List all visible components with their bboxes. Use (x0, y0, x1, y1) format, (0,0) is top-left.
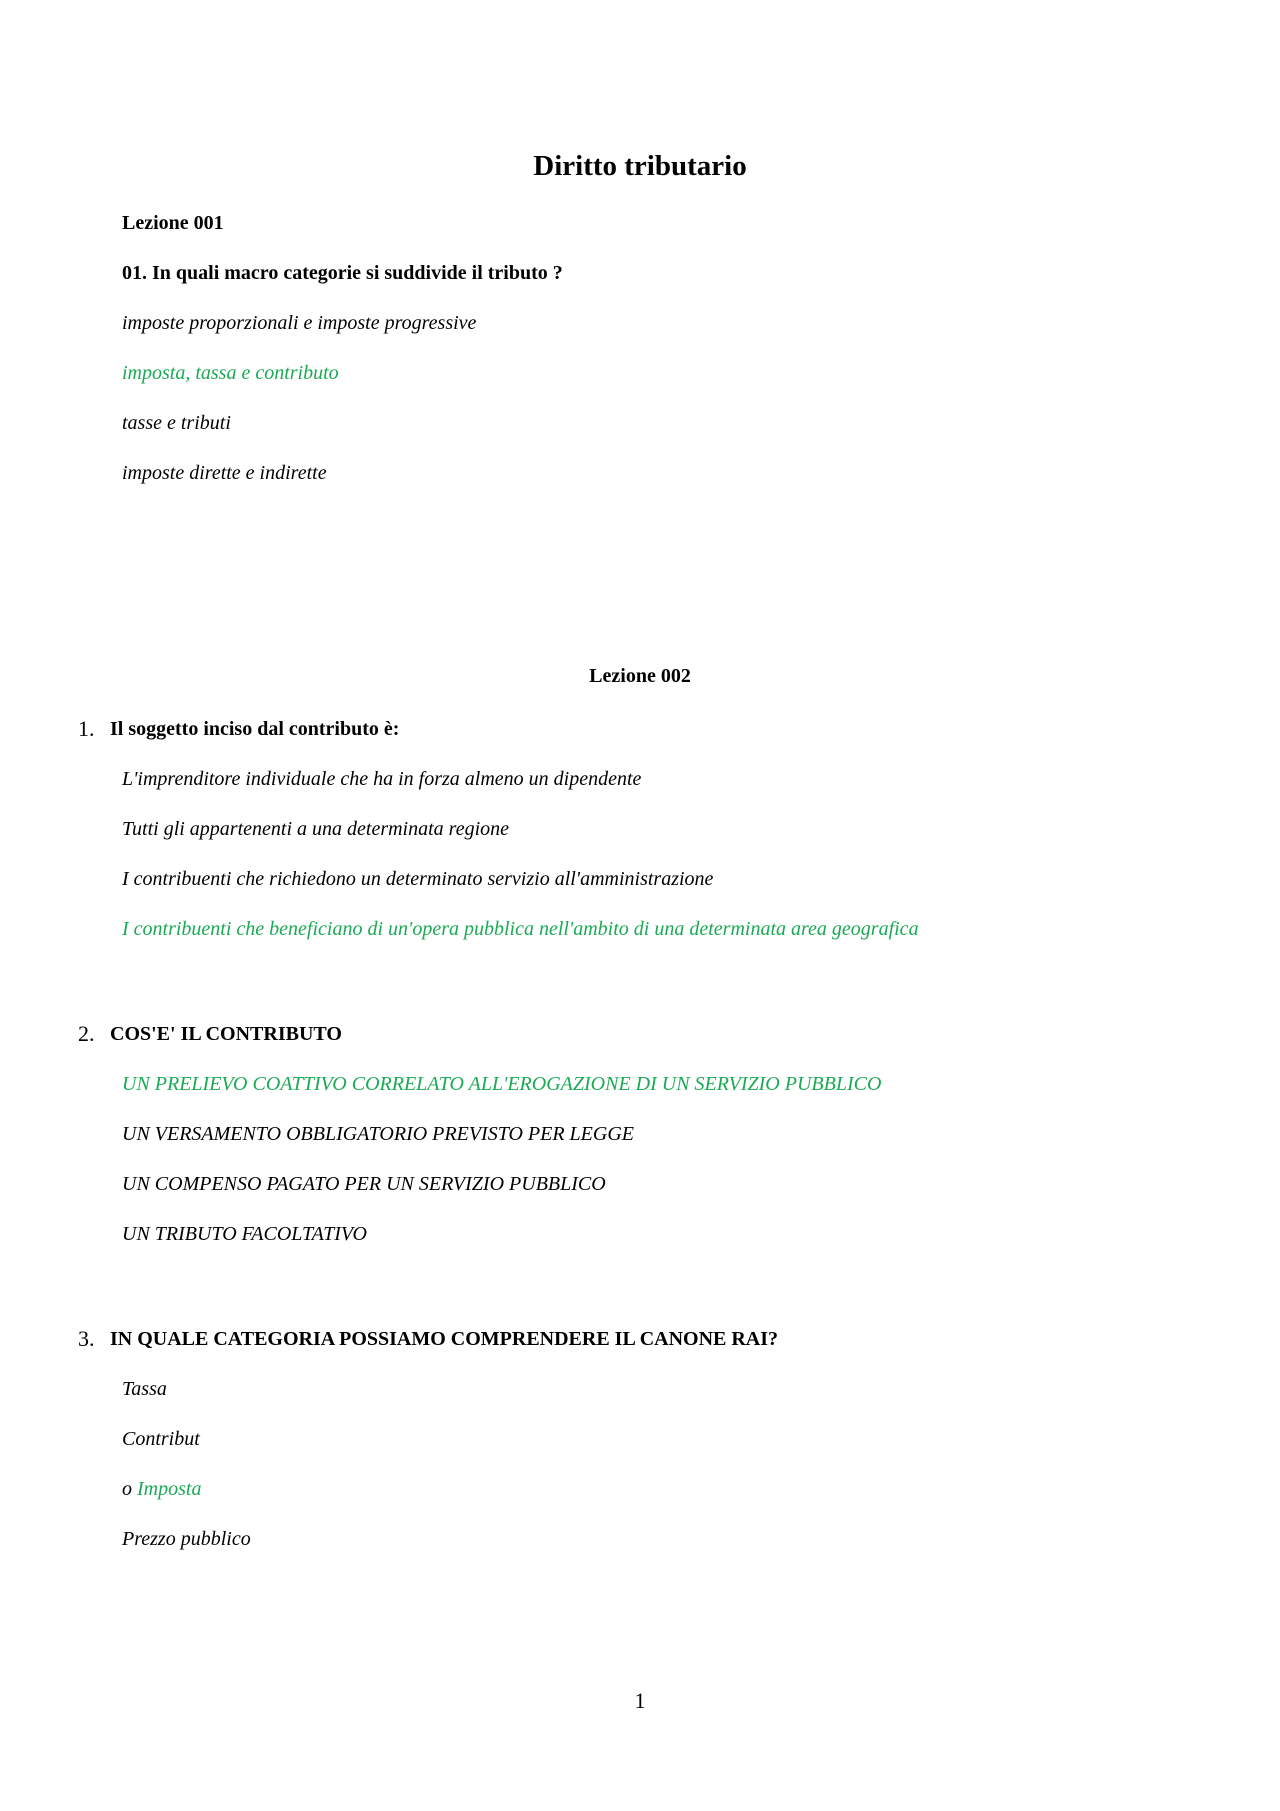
answer-option: I contribuenti che richiedono un determinato servizio all'amministrazione (122, 868, 714, 890)
answer-option-fragment: o (122, 1478, 132, 1500)
answer-option-correct: Imposta (137, 1478, 202, 1500)
answer-option: UN VERSAMENTO OBBLIGATORIO PREVISTO PER LEGGE (122, 1123, 635, 1145)
answer-option: Tassa (122, 1378, 167, 1400)
question-number: 2. (78, 1021, 95, 1046)
answer-option: Contribut (122, 1428, 200, 1450)
answer-option-line (122, 1478, 201, 1501)
question-number: 1. (78, 716, 95, 741)
answer-option-correct: I contribuenti che beneficiano di un'opera pubblica nell'ambito di una determinata area geografica (122, 918, 919, 940)
question-number: 3. (78, 1326, 95, 1351)
answer-option: imposte proporzionali e imposte progressive (122, 312, 477, 334)
answer-option: UN COMPENSO PAGATO PER UN SERVIZIO PUBBLICO (122, 1173, 606, 1195)
answer-option: imposte dirette e indirette (122, 462, 327, 484)
document-title: Diritto tributario (533, 150, 747, 182)
answer-option-correct: imposta, tassa e contributo (122, 362, 339, 384)
lesson-heading: Lezione 002 (589, 665, 691, 687)
answer-option: tasse e tributi (122, 412, 231, 434)
answer-option: UN TRIBUTO FACOLTATIVO (122, 1223, 367, 1245)
answer-option-correct: UN PRELIEVO COATTIVO CORRELATO ALL'EROGAZIONE DI UN SERVIZIO PUBBLICO (122, 1073, 882, 1095)
page-number: 1 (634, 1688, 646, 1713)
answer-option: Prezzo pubblico (122, 1528, 251, 1550)
question-text: Il soggetto inciso dal contributo è: (110, 718, 400, 740)
lesson-heading: Lezione 001 (122, 212, 224, 234)
question-text: IN QUALE CATEGORIA POSSIAMO COMPRENDERE IL CANONE RAI? (110, 1328, 779, 1350)
question-text: COS'E' IL CONTRIBUTO (110, 1023, 342, 1045)
answer-option: Tutti gli appartenenti a una determinata regione (122, 818, 510, 840)
answer-option: L'imprenditore individuale che ha in forza almeno un dipendente (122, 768, 642, 790)
question-text: 01. In quali macro categorie si suddivide il tributo ? (122, 262, 563, 284)
